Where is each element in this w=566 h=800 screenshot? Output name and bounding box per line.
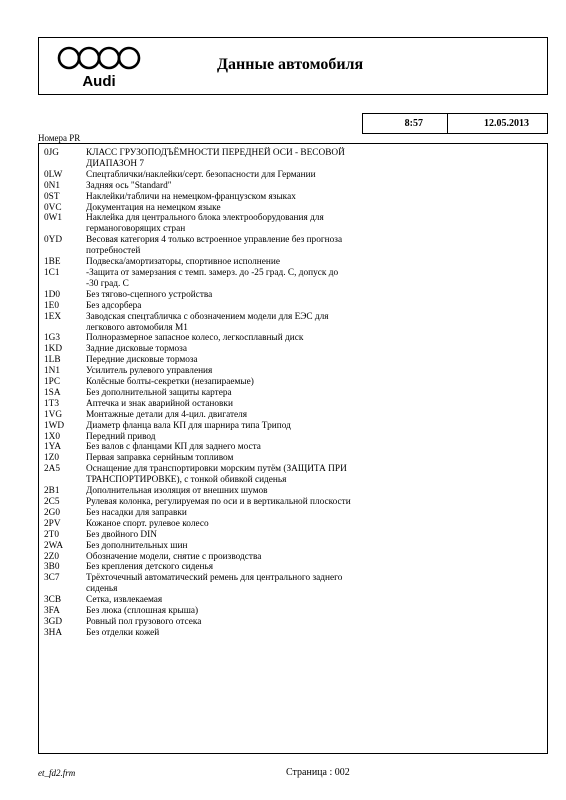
pr-description: КЛАСС ГРУЗОПОДЪЁМНОСТИ ПЕРЕДНЕЙ ОСИ - ВЕСОВОЙ ДИАПАЗОН 7: [86, 148, 345, 169]
pr-description: Оснащение для транспортировки морским путём (ЗАЩИТА ПРИ ТРАНСПОРТИРОВКЕ), с тонкой обивкой сиденья: [86, 464, 347, 486]
pr-description: Обозначение модели, снятие с производства: [86, 551, 262, 562]
pr-code: 1KD: [44, 344, 63, 355]
pr-description: Без дополнительной защиты картера: [86, 387, 232, 398]
audi-logo-icon: [49, 45, 149, 89]
pr-description: Ровный пол грузового отсека: [86, 616, 202, 627]
pr-code: 1N1: [44, 366, 61, 377]
table-row: [39, 301, 547, 312]
table-row: [39, 388, 547, 399]
table-row: [39, 541, 547, 552]
pr-code: 0ST: [44, 191, 60, 202]
table-row: [39, 606, 547, 617]
pr-code: 1YA: [44, 442, 62, 453]
pr-description: Передние дисковые тормоза: [86, 355, 198, 366]
table-row: [39, 170, 547, 181]
pr-description: Без адсорбера: [86, 300, 142, 311]
pr-code: 1C1: [44, 267, 60, 278]
page-number: Страница : 002: [286, 767, 350, 778]
table-row: [39, 519, 547, 530]
header-box: [38, 37, 548, 95]
pr-code: 3HA: [44, 627, 63, 638]
table-row: [39, 312, 547, 334]
pr-code: 2Z0: [44, 551, 59, 562]
pr-description: Без валов с фланцами КП для заднего моста: [86, 442, 261, 453]
table-row: [39, 595, 547, 606]
table-row: [39, 268, 547, 290]
pr-code: 2B1: [44, 486, 60, 497]
table-row: [39, 552, 547, 563]
table-row: [39, 192, 547, 203]
section-label: Номера PR: [38, 133, 81, 143]
pr-description: Монтажные детали для 4-цил. двигателя: [86, 409, 248, 420]
pr-code: 2T0: [44, 529, 59, 540]
pr-code: 2PV: [44, 518, 61, 529]
time-value: 8:57: [363, 114, 448, 133]
pr-code: 1PC: [44, 377, 61, 388]
pr-description: Передний привод: [86, 431, 156, 442]
brand-name: Audi: [82, 73, 116, 89]
pr-description: Кожаное спорт. рулевое колесо: [86, 518, 209, 529]
table-row: [39, 497, 547, 508]
pr-description: Заводская спецтабличка с обозначением модели для ЕЭС для легкового автомобиля М1: [86, 311, 329, 333]
form-name: et_fd2.frm: [38, 768, 76, 778]
pr-description: Сетка, извлекаемая: [86, 595, 163, 606]
pr-code: 0YD: [44, 235, 63, 246]
table-row: [39, 355, 547, 366]
table-row: [39, 573, 547, 595]
table-row: [39, 181, 547, 192]
pr-code: 0LW: [44, 169, 63, 180]
pr-description: Без тягово-сцепного устройства: [86, 289, 213, 300]
pr-description: Первая заправка сернйным топливом: [86, 453, 234, 464]
table-row: [39, 421, 547, 432]
pr-description: Полноразмерное запасное колесо, легкосплавный диск: [86, 333, 304, 344]
pr-code: 2C5: [44, 497, 60, 507]
pr-description: Без отделки кожей: [86, 627, 160, 638]
pr-code: 3C7: [44, 573, 60, 584]
pr-code: 1D0: [44, 289, 61, 300]
pr-code: 2WA: [44, 540, 64, 551]
pr-code: 0JG: [44, 148, 59, 158]
table-row: [39, 617, 547, 628]
table-row: [39, 203, 547, 214]
pr-code: 1WD: [44, 420, 65, 431]
table-row: [39, 508, 547, 519]
table-row: [39, 562, 547, 573]
pr-description: Подвеска/амортизаторы, спортивное исполнение: [86, 257, 280, 268]
table-row: [39, 344, 547, 355]
pr-code: 0N1: [44, 180, 61, 191]
table-row: [39, 366, 547, 377]
pr-code: 0VC: [44, 202, 62, 213]
table-row: [39, 530, 547, 541]
pr-description: Задние дисковые тормоза: [86, 344, 187, 355]
table-row: [39, 235, 547, 257]
page-title: Данные автомобиля: [217, 56, 364, 73]
pr-description: -Защита от замерзания с темп. замерз. до -25 град. С, допуск до -30 град. С: [86, 267, 339, 289]
table-row: [39, 464, 547, 486]
pr-description: Дополнительная изоляция от внешних шумов: [86, 486, 268, 497]
pr-code: 1Z0: [44, 453, 59, 464]
table-row: [39, 442, 547, 453]
table-row: [39, 486, 547, 497]
pr-description: Наклейки/табличи на немецком-французском языках: [86, 191, 296, 202]
table-row: [39, 290, 547, 301]
pr-code: 3GD: [44, 616, 63, 627]
pr-description: Документация на немецком языке: [86, 202, 221, 213]
table-row: [39, 628, 547, 639]
pr-description: Весовая категория 4 только встроенное управление без прогноза потребностей: [86, 235, 343, 257]
table-row: [39, 453, 547, 464]
table-row: [39, 377, 547, 388]
pr-code: 1BE: [44, 257, 61, 268]
pr-description: Усилитель рулевого управления: [86, 366, 213, 377]
table-row: [39, 410, 547, 421]
pr-description: Без двойного DIN: [86, 529, 157, 540]
pr-description: Аптечка и знак аварийной остановки: [86, 398, 233, 409]
pr-description: Задняя ось "Standard": [86, 180, 172, 191]
pr-code: 3FA: [44, 606, 60, 617]
pr-table: [38, 143, 548, 754]
pr-code: 2G0: [44, 507, 61, 518]
pr-code: 1VG: [44, 409, 63, 420]
info-box: [362, 113, 548, 134]
pr-description: Колёсные болты-секретки (незапираемые): [86, 377, 254, 388]
table-row: [39, 399, 547, 410]
pr-code: 3B0: [44, 562, 60, 573]
table-row: [39, 432, 547, 443]
pr-description: Диаметр фланца вала КП для шарнира типа Трипод: [86, 420, 291, 431]
pr-description: Наклейка для центрального блока электрооборудования для германоговорящих стран: [86, 213, 324, 235]
pr-code: 0W1: [44, 213, 63, 224]
table-row: [39, 333, 547, 344]
date-value: 12.05.2013: [484, 118, 529, 129]
pr-code: 1T3: [44, 398, 59, 409]
table-row: [39, 213, 547, 235]
pr-description: Без дополнительных шин: [86, 540, 188, 551]
pr-description: Без люка (сплошная крыша): [86, 606, 199, 617]
table-row: [39, 148, 547, 170]
pr-code: 1LB: [44, 355, 61, 366]
pr-description: Трёхточечный автоматический ремень для центрального заднего сиденья: [86, 573, 343, 595]
pr-description: Без крепления детского сиденья: [86, 562, 214, 573]
pr-code: 1G3: [44, 333, 61, 344]
pr-code: 1E0: [44, 300, 59, 311]
pr-description: Без насадки для заправки: [86, 507, 187, 518]
table-row: [39, 257, 547, 268]
pr-description: Спецтаблички/наклейки/серт. безопасности для Германии: [86, 169, 316, 180]
pr-description: Рулевая колонка, регулируемая по оси и в вертикальной плоскости: [86, 497, 351, 507]
pr-code: 1EX: [44, 311, 62, 322]
pr-code: 2A5: [44, 464, 61, 475]
pr-code: 1X0: [44, 431, 61, 442]
pr-code: 3CB: [44, 595, 62, 606]
pr-code: 1SA: [44, 387, 61, 398]
